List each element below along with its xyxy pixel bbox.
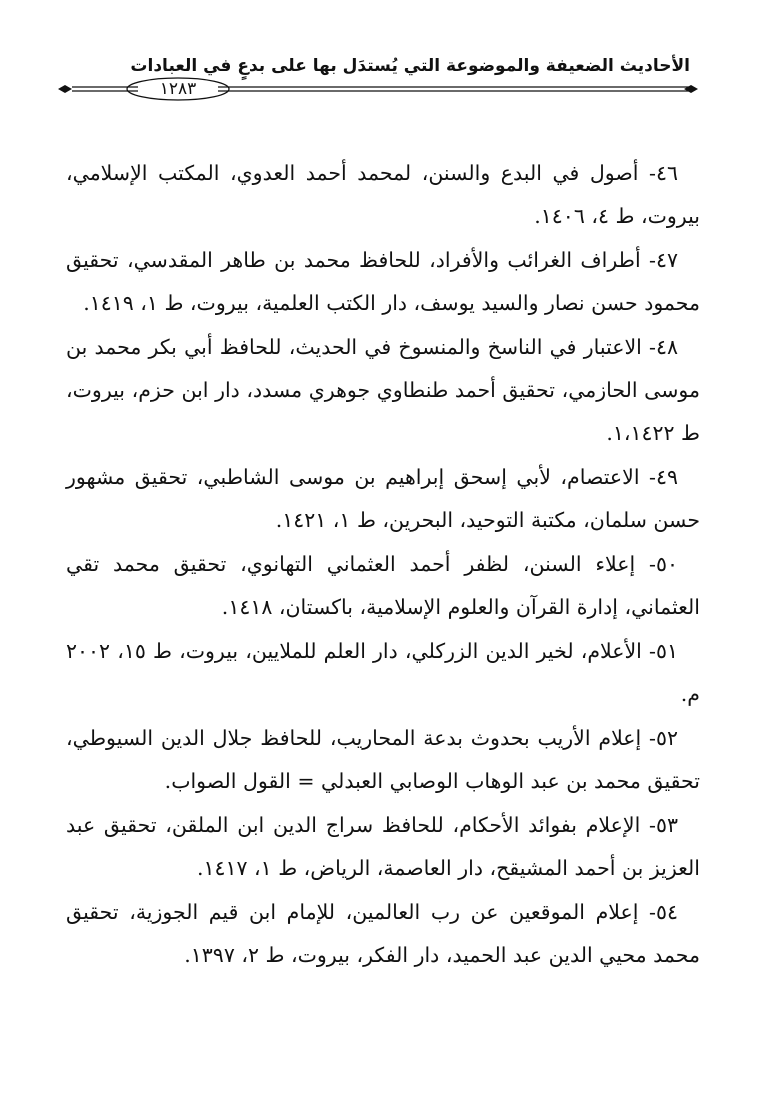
bibliography-entry-53: ٥٣- الإعلام بفوائد الأحكام، للحافظ سراج الدين ابن الملقن، تحقيق عبد العزيز بن أحمد المشيقح، دار العاصمة، الرياض، ط ١، ١٤١٧.: [66, 813, 700, 880]
bibliography-entry-49: ٤٩- الاعتصام، لأبي إسحق إبراهيم بن موسى الشاطبي، تحقيق مشهور حسن سلمان، مكتبة التوحيد، البحرين، ط ١، ١٤٢١.: [66, 465, 700, 532]
page-number: ١٢٨٣: [159, 79, 197, 99]
bibliography-entry-51: ٥١- الأعلام، لخير الدين الزركلي، دار العلم للملايين، بيروت، ط ١٥، ٢٠٠٢ م.: [66, 639, 700, 706]
bibliography-entry-46: ٤٦- أصول في البدع والسنن، لمحمد أحمد العدوي، المكتب الإسلامي، بيروت، ط ٤، ١٤٠٦.: [66, 161, 700, 228]
bibliography-entry-47: ٤٧- أطراف الغرائب والأفراد، للحافظ محمد بن طاهر المقدسي، تحقيق محمود حسن نصار والسيد يوسف، دار الكتب العلمية، بيروت، ط ١، ١٤١٩.: [66, 248, 700, 315]
bibliography-entry-52: ٥٢- إعلام الأريب بحدوث بدعة المحاريب، للحافظ جلال الدين السيوطي، تحقيق محمد بن عبد الوهاب الوصابي العبدلي = القول الصواب.: [66, 726, 700, 793]
bibliography-list: [66, 152, 700, 978]
bibliography-entry-54: ٥٤- إعلام الموقعين عن رب العالمين، للإمام ابن قيم الجوزية، تحقيق محمد محيي الدين عبد الحميد، دار الفكر، بيروت، ط ٢، ١٣٩٧.: [66, 900, 700, 967]
bibliography-entry-50: ٥٠- إعلاء السنن، لظفر أحمد العثماني التهانوي، تحقيق محمد تقي العثماني، إدارة القرآن والعلوم الإسلامية، باكستان، ١٤١٨.: [66, 552, 700, 619]
bibliography-entry-48: ٤٨- الاعتبار في الناسخ والمنسوخ في الحديث، للحافظ أبي بكر محمد بن موسى الحازمي، تحقيق أحمد طنطاوي جوهري مسدد، دار ابن حزم، بيروت، ط ١،١٤٢٢.: [66, 335, 700, 445]
page-header: [58, 54, 698, 114]
running-title: الأحاديث الضعيفة والموضوعة التي يُستدَل بها على بدعٍ في العبادات: [130, 56, 690, 76]
